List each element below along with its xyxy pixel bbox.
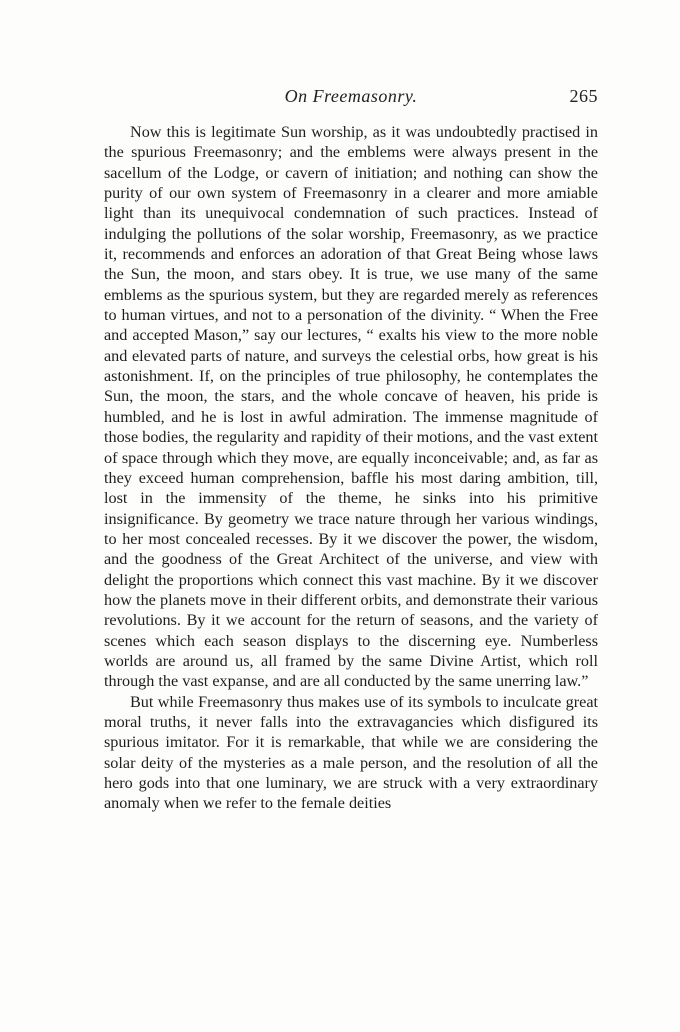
page-number: 265 xyxy=(569,86,598,106)
paragraph: But while Freemasonry thus makes use of its symbols to inculcate great moral truths, it never falls into the extravagancies which disfigured its spurious imitator. For it is remarkable, that while we are considering the solar deity of the mysteries as a male person, and the resolution of all the hero gods into that one luminary, we are struck with a very extraordinary anomaly when we refer to the female deities xyxy=(104,692,598,813)
body-text xyxy=(104,122,598,814)
paragraph: Now this is legitimate Sun worship, as it was undoubtedly practised in the spurious Freemasonry; and the emblems were always present in the sacellum of the Lodge, or cavern of initiation; and nothing can show the purity of our own system of Freemasonry in a clearer and more amiable light than its unequivocal condemnation of such practices. Instead of indulging the pollutions of the solar worship, Freemasonry, as we practice it, recommends and enforces an adoration of that Great Being whose laws the Sun, the moon, and stars obey. It is true, we use many of the same emblems as the spurious system, but they are regarded merely as references to human virtues, and not to a personation of the divinity. “ When the Free and accepted Mason,” say our lectures, “ exalts his view to the more noble and elevated parts of nature, and surveys the celestial orbs, how great is his astonishment. If, on the principles of true philosophy, he contemplates the Sun, the moon, the stars, and the whole concave of heaven, his pride is humbled, and he is lost in awful admiration. The immense magnitude of those bodies, the regularity and rapidity of their motions, and the vast extent of space through which they move, are equally inconceivable; and, as far as they exceed human comprehension, baffle his most daring ambition, till, lost in the immensity of the theme, he sinks into his primitive insignificance. By geometry we trace nature through her various windings, to her most concealed recesses. By it we discover the power, the wisdom, and the goodness of the Great Architect of the universe, and view with delight the proportions which connect this vast machine. By it we discover how the planets move in their different orbits, and demonstrate their various revolutions. By it we account for the return of seasons, and the variety of scenes which each season displays to the discerning eye. Numberless worlds are around us, all framed by the same Divine Artist, which roll through the vast expanse, and are all conducted by the same unerring law.” xyxy=(104,123,598,691)
running-head xyxy=(104,86,598,112)
running-title: On Freemasonry. xyxy=(284,86,418,106)
